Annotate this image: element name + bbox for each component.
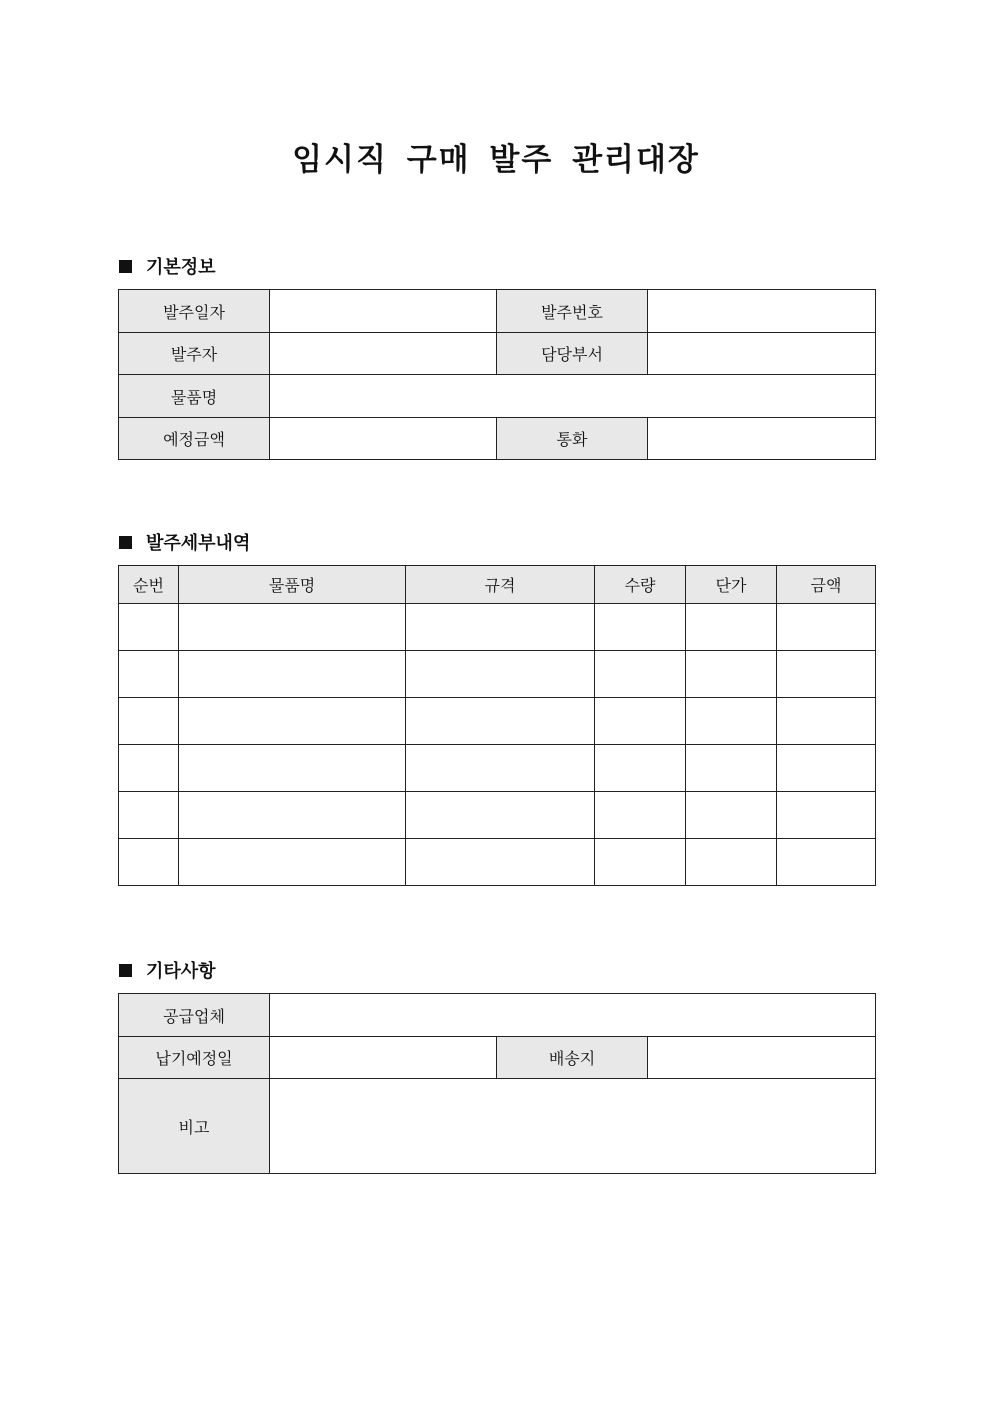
column-header-qty: 수량 — [595, 566, 686, 604]
order-number-label: 발주번호 — [497, 290, 648, 333]
orderer-label: 발주자 — [119, 333, 270, 375]
seq-cell[interactable] — [119, 745, 179, 792]
square-bullet-icon — [119, 964, 132, 977]
column-header-item: 물품명 — [179, 566, 406, 604]
estimated-amount-field[interactable] — [270, 418, 497, 460]
qty-cell[interactable] — [595, 839, 686, 886]
item-name-field[interactable] — [270, 375, 876, 418]
item-cell[interactable] — [179, 839, 406, 886]
estimated-amount-label: 예정금액 — [119, 418, 270, 460]
table-row — [119, 792, 876, 839]
table-row — [119, 745, 876, 792]
table-row — [119, 651, 876, 698]
column-header-unit-price: 단가 — [686, 566, 777, 604]
qty-cell[interactable] — [595, 792, 686, 839]
page-title: 임시직 구매 발주 관리대장 — [292, 142, 700, 178]
unit-price-cell[interactable] — [686, 604, 777, 651]
table-row — [119, 375, 876, 418]
table-row — [119, 839, 876, 886]
item-cell[interactable] — [179, 792, 406, 839]
supplier-field[interactable] — [270, 994, 876, 1037]
item-cell[interactable] — [179, 745, 406, 792]
amount-cell[interactable] — [777, 651, 876, 698]
spec-cell[interactable] — [406, 745, 595, 792]
table-header-row — [119, 566, 876, 604]
section-heading-basic-text: 기본정보 — [146, 257, 216, 278]
seq-cell[interactable] — [119, 651, 179, 698]
unit-price-cell[interactable] — [686, 651, 777, 698]
qty-cell[interactable] — [595, 745, 686, 792]
table-row — [119, 418, 876, 460]
ship-to-label: 배송지 — [497, 1037, 648, 1079]
item-cell[interactable] — [179, 604, 406, 651]
currency-field[interactable] — [648, 418, 876, 460]
item-cell[interactable] — [179, 698, 406, 745]
currency-label: 통화 — [497, 418, 648, 460]
column-header-seq: 순번 — [119, 566, 179, 604]
spec-cell[interactable] — [406, 698, 595, 745]
remarks-label: 비고 — [119, 1079, 270, 1174]
delivery-date-label: 납기예정일 — [119, 1037, 270, 1079]
table-row — [119, 1037, 876, 1079]
item-cell[interactable] — [179, 651, 406, 698]
department-label: 담당부서 — [497, 333, 648, 375]
amount-cell[interactable] — [777, 839, 876, 886]
unit-price-cell[interactable] — [686, 792, 777, 839]
spec-cell[interactable] — [406, 792, 595, 839]
department-field[interactable] — [648, 333, 876, 375]
section-heading-basic — [119, 253, 216, 279]
unit-price-cell[interactable] — [686, 839, 777, 886]
seq-cell[interactable] — [119, 839, 179, 886]
amount-cell[interactable] — [777, 745, 876, 792]
unit-price-cell[interactable] — [686, 745, 777, 792]
unit-price-cell[interactable] — [686, 698, 777, 745]
ship-to-field[interactable] — [648, 1037, 876, 1079]
spec-cell[interactable] — [406, 839, 595, 886]
section-heading-details-text: 발주세부내역 — [146, 533, 251, 554]
item-name-label: 물품명 — [119, 375, 270, 418]
order-details-table — [118, 565, 876, 886]
square-bullet-icon — [119, 536, 132, 549]
seq-cell[interactable] — [119, 604, 179, 651]
misc-info-table — [118, 993, 876, 1174]
spec-cell[interactable] — [406, 651, 595, 698]
seq-cell[interactable] — [119, 792, 179, 839]
delivery-date-field[interactable] — [270, 1037, 497, 1079]
amount-cell[interactable] — [777, 698, 876, 745]
table-row — [119, 698, 876, 745]
amount-cell[interactable] — [777, 604, 876, 651]
order-number-field[interactable] — [648, 290, 876, 333]
basic-info-table — [118, 289, 876, 460]
table-row — [119, 994, 876, 1037]
seq-cell[interactable] — [119, 698, 179, 745]
section-heading-details — [119, 529, 250, 555]
section-heading-misc-text: 기타사항 — [146, 961, 216, 982]
section-heading-misc — [119, 957, 216, 983]
order-date-label: 발주일자 — [119, 290, 270, 333]
supplier-label: 공급업체 — [119, 994, 270, 1037]
column-header-amount: 금액 — [777, 566, 876, 604]
amount-cell[interactable] — [777, 792, 876, 839]
qty-cell[interactable] — [595, 698, 686, 745]
table-row — [119, 290, 876, 333]
orderer-field[interactable] — [270, 333, 497, 375]
qty-cell[interactable] — [595, 604, 686, 651]
spec-cell[interactable] — [406, 604, 595, 651]
table-row — [119, 333, 876, 375]
column-header-spec: 규격 — [406, 566, 595, 604]
table-row — [119, 604, 876, 651]
order-date-field[interactable] — [270, 290, 497, 333]
remarks-field[interactable] — [270, 1079, 876, 1174]
table-row — [119, 1079, 876, 1174]
square-bullet-icon — [119, 260, 132, 273]
qty-cell[interactable] — [595, 651, 686, 698]
